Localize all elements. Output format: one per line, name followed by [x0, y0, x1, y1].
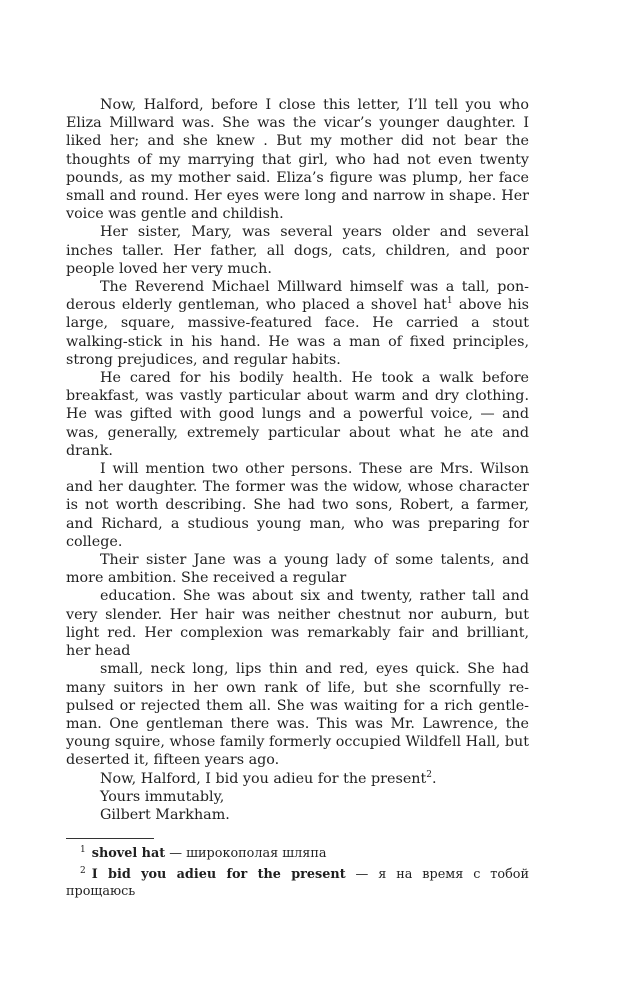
paragraph: I will mention two other persons. These are Mrs. Wilson and her daughter. The former was the widow, whose character is not worth describing. She had two sons, Robert, a farmer, and Richard, a studious young man, who was preparing for college. [66, 461, 529, 550]
footnote-divider [66, 838, 154, 839]
footnote-dash: — [165, 846, 187, 862]
footnote-dash: — [345, 867, 379, 883]
footnote-translation: я на время с тобой прощаюсь [66, 867, 530, 900]
letter-body [66, 96, 529, 824]
paragraph [66, 770, 529, 788]
signature: Gilbert Markham. [100, 806, 230, 823]
closing-line: Yours immutably, [100, 788, 225, 805]
footnote-number: 2 [80, 865, 86, 876]
footnote-term: shovel hat [91, 846, 166, 862]
paragraph: education. She was about six and twenty, rather tall and very slender. Her hair was neither chestnut nor auburn, but light red. Her complexion was remarkably fair and brilliant, her head [66, 588, 529, 660]
paragraph: Now, Halford, before I close this letter, I’ll tell you who Eliza Millward was. She was the vicar’s younger daughter. I liked her; and she knew . But my mother did not bear the thoughts of my marrying that girl, who had not even twenty pounds, as my mother said. Eliza’s figure was plump, her face small and round. Her eyes were long and narrow in shape. Her voice was gentle and childish. [66, 97, 529, 223]
footnote-translation: широкополая шляпа [186, 846, 327, 862]
paragraph: He cared for his bodily health. He took a walk before breakfast, was vastly particular about warm and dry clothing. He was gifted with good lungs and a powerful voice, — and was, generally, extremely particular about what he ate and drank. [66, 370, 529, 459]
paragraph-text: above his large, square, massive-featured face. He carried a stout walking-stick in his hand. He was a man of fixed principles, strong prejudices, and regular habits. [66, 297, 529, 368]
paragraph-text: . [431, 770, 437, 787]
footnote [66, 845, 529, 862]
footnotes [66, 845, 529, 900]
paragraph [66, 278, 529, 369]
paragraph: small, neck long, lips thin and red, eyes quick. She had many suitors in her own rank of life, but she scornfully re-pulsed or rejected them all. She was waiting for a rich gentle-man. One gentleman there was. This was Mr. Lawrence, the young squire, whose family formerly occupied Wildfell Hall, but deserted it, fifteen years ago. [66, 661, 529, 769]
footnote [66, 866, 529, 900]
book-page [66, 96, 529, 904]
paragraph-text: Now, Halford, I bid you adieu for the present [100, 770, 427, 787]
footnote-marker[interactable]: 2 [426, 769, 432, 780]
paragraph: Their sister Jane was a young lady of some talents, and more ambition. She received a regular [66, 552, 529, 587]
paragraph: Her sister, Mary, was several years older and several inches taller. Her father, all dogs, cats, children, and poor people loved her very much. [66, 224, 529, 277]
footnote-term: I bid you adieu for the present [91, 867, 346, 883]
footnote-number: 1 [80, 844, 86, 855]
paragraph-text: The Reverend Michael Millward himself was a tall, pon-derous elderly gentleman, who placed a shovel hat [66, 279, 529, 314]
footnote-marker[interactable]: 1 [446, 296, 453, 307]
